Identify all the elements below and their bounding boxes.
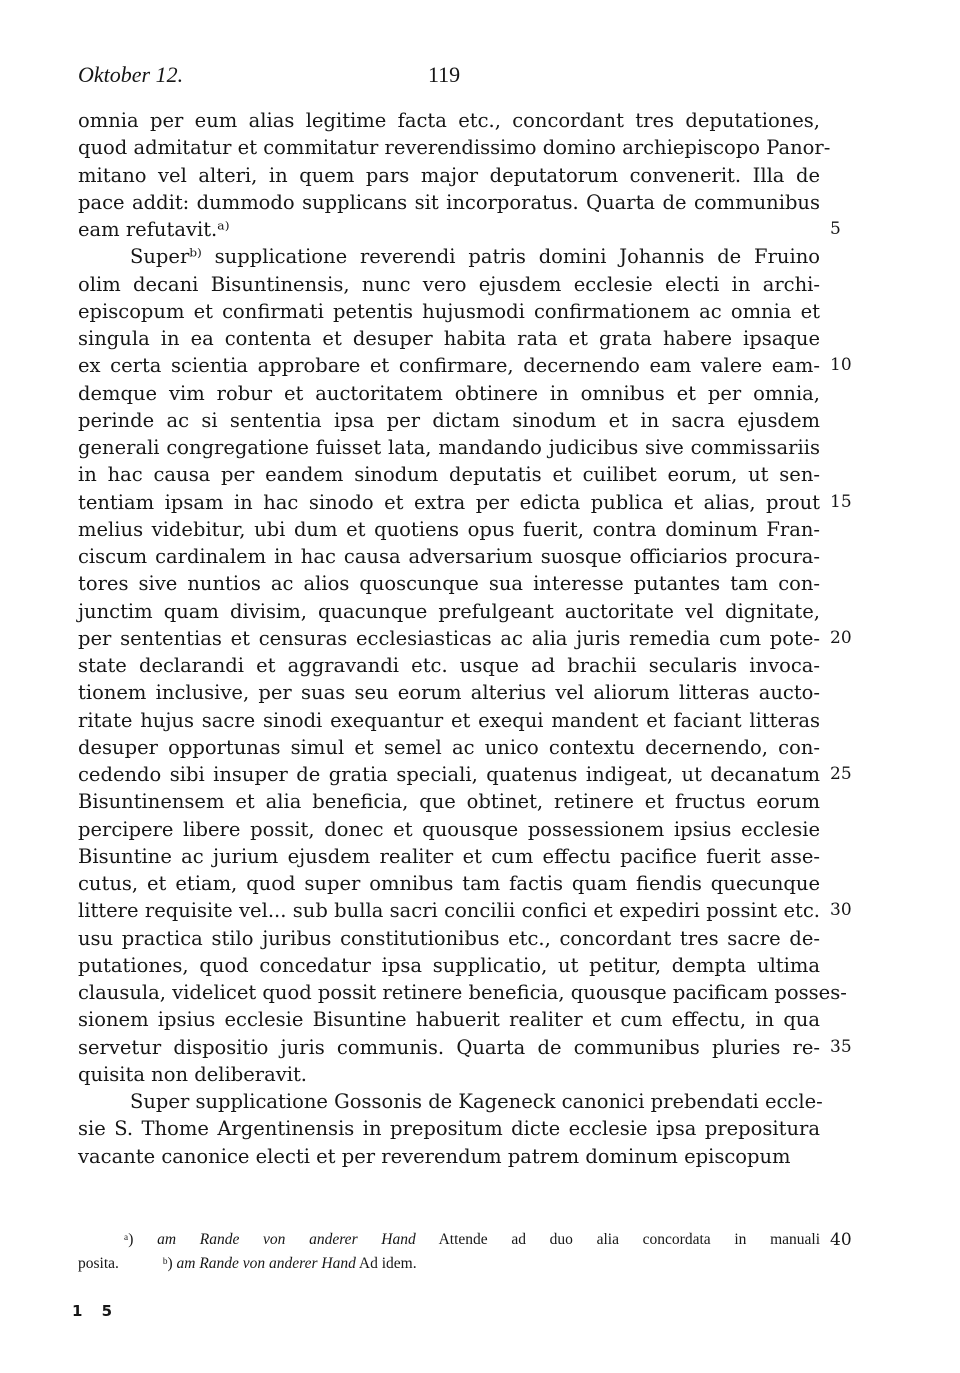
line-text: vacante canonice electi et per reverendum patrem dominum episcopum (78, 1144, 791, 1168)
line-text: olim decani Bisuntinensis, nunc vero ejusdem ecclesie electi in archi- (78, 272, 820, 296)
running-head (78, 62, 818, 92)
line-text: tores sive nuntios ac alios quoscunque sua interesse putantes tam con- (78, 572, 820, 596)
line-text: episcopum et confirmati petentis hujusmodi confirmationem ac omnia et (78, 299, 820, 323)
footnotes (78, 1228, 852, 1276)
line-text: ritate hujus sacre sinodi exequantur et exequi mandent et faciant litteras (78, 708, 820, 732)
line-text: desuper opportunas simul et semel ac unico contextu decernendo, con- (78, 735, 820, 759)
text-line (78, 489, 852, 516)
text-line (78, 243, 820, 270)
footnote-a-continuation (78, 1252, 820, 1276)
text-line (78, 652, 820, 679)
line-text: state declarandi et aggravandi etc. usque ad brachii secularis invoca- (78, 654, 820, 677)
text-line (78, 570, 820, 597)
line-text: Superᵇ⁾ supplicatione reverendi patris domini Johannis de Fruino (130, 245, 820, 269)
line-number: 15 (830, 491, 852, 512)
line-number: 20 (830, 627, 852, 648)
text-line (78, 189, 820, 216)
line-number: 30 (830, 900, 852, 921)
line-number: 10 (830, 355, 852, 376)
text-line (78, 352, 852, 379)
text-line (78, 679, 820, 706)
text-line (78, 1088, 823, 1115)
text-line (78, 107, 820, 134)
text-line (78, 707, 820, 734)
footnote-a (78, 1228, 852, 1252)
text-line (78, 761, 852, 788)
line-text: tionem inclusive, per suas seu eorum alterius vel aliorum litteras aucto- (78, 681, 820, 705)
text-line (78, 134, 831, 161)
sheet-signature: 1 5 (72, 1302, 120, 1320)
text-line (78, 1115, 820, 1142)
text-line (78, 816, 820, 843)
footnote-a-cont-text: posita. (78, 1255, 119, 1272)
line-number: 25 (830, 764, 852, 784)
text-line (78, 625, 852, 652)
footnote-b-text: Ad idem. (358, 1255, 417, 1272)
footnote-a-text: Attende ad duo alia concordata in manuali (438, 1231, 820, 1248)
text-line (78, 407, 820, 434)
text-line (78, 516, 820, 543)
text-line (78, 216, 841, 243)
line-text: tentiam ipsam in hac sinodo et extra per edicta publica et alias, prout (78, 490, 820, 514)
line-text: pace addit: dummodo supplicans sit incorporatus. Quarta de communibus (78, 190, 820, 214)
line-text: servetur dispositio juris communis. Quarta de communibus pluries re- (78, 1035, 820, 1059)
line-text: quisita non deliberavit. (78, 1062, 307, 1086)
line-text: junctim quam divisim, quacunque prefulgeant auctoritate vel dignitate, (78, 599, 820, 623)
text-line (78, 380, 820, 407)
line-text: ex certa scientia approbare et confirmare, decernendo eam valere eam- (78, 354, 820, 378)
footnote-a-mark: ᵃ) (124, 1231, 134, 1248)
text-line (78, 162, 820, 189)
line-number: 5 (830, 219, 841, 239)
line-text: eam refutavit.ᵃ⁾ (78, 218, 230, 241)
text-line (78, 952, 820, 979)
footnote-b-note: am Rande von anderer Hand (176, 1255, 356, 1272)
line-text: cedendo sibi insuper de gratia speciali, quatenus indigeat, ut decanatum (78, 763, 820, 786)
line-text: sionem ipsius ecclesie Bisuntine habuerit realiter et cum effectu, in qua (78, 1008, 820, 1032)
line-text: singula in ea contenta et desuper habita rata et grata habere ipsaque (78, 327, 820, 350)
text-line (78, 598, 820, 625)
page-number: 119 (428, 62, 461, 87)
footnote-b-mark: ᵇ) (162, 1255, 173, 1272)
line-text: usu practica stilo juribus constitutionibus etc., concordant tres sacre de- (78, 926, 820, 950)
line-number: 35 (830, 1036, 852, 1057)
footnote-a-note: am Rande von anderer Hand (157, 1231, 416, 1248)
line-text: ciscum cardinalem in hac causa adversarium suosque officiarios procura- (78, 545, 820, 568)
text-line (78, 271, 820, 298)
line-number: 40 (830, 1230, 852, 1250)
line-text: cutus, et etiam, quod super omnibus tam factis quam fiendis quecunque (78, 872, 820, 895)
line-text: Bisuntinensem et alia beneficia, que obtinet, retinere et fructus eorum (78, 790, 820, 814)
text-line (78, 979, 847, 1006)
line-text: percipere libere possit, donec et quousque possessionem ipsius ecclesie (78, 817, 820, 841)
line-text: putationes, quod concedatur ipsa supplicatio, ut petitur, dempta ultima (78, 953, 820, 977)
text-line (78, 1006, 820, 1033)
line-text: per sententias et censuras ecclesiasticas ac alia juris remedia cum pote- (78, 626, 820, 650)
text-line (78, 897, 852, 924)
text-line (78, 298, 820, 325)
running-head-date: Oktober 12. (78, 62, 184, 87)
line-text: melius videbitur, ubi dum et quotiens opus fuerit, contra dominum Fran- (78, 517, 820, 541)
text-line (78, 734, 820, 761)
main-text (78, 107, 852, 1170)
line-text: generali congregatione fuisset lata, mandando judicibus sive commissariis (78, 436, 820, 459)
line-text: Super supplicatione Gossonis de Kageneck canonici prebendati eccle- (130, 1090, 823, 1113)
text-line (78, 1034, 852, 1061)
text-line (78, 461, 820, 488)
text-line (78, 1143, 820, 1170)
text-line (78, 543, 820, 570)
text-line (78, 1061, 820, 1088)
line-text: clausula, videlicet quod possit retinere beneficia, quousque pacificam posses- (78, 981, 847, 1004)
text-line (78, 870, 820, 897)
line-text: omnia per eum alias legitime facta etc., concordant tres deputationes, (78, 109, 820, 132)
text-line (78, 788, 820, 815)
line-text: perinde ac si sententia ipsa per dictam sinodum et in sacra ejusdem (78, 408, 820, 432)
text-line (78, 925, 820, 952)
line-text: sie S. Thome Argentinensis in prepositum dicte ecclesie ipsa prepositura (78, 1117, 820, 1141)
text-line (78, 843, 820, 870)
text-line (78, 325, 820, 352)
line-text: mitano vel alteri, in quem pars major deputatorum convenerit. Illa de (78, 163, 820, 187)
line-text: demque vim robur et auctoritatem obtinere in omnibus et per omnia, (78, 381, 820, 405)
line-text: littere requisite vel... sub bulla sacri concilii confici et expediri possint etc. (78, 899, 820, 923)
line-text: in hac causa per eandem sinodum deputatis et cuilibet eorum, ut sen- (78, 463, 820, 487)
line-text: Bisuntine ac jurium ejusdem realiter et cum effectu pacifice fuerit asse- (78, 844, 820, 868)
line-text: quod admitatur et commitatur reverendissimo domino archiepiscopo Panor- (78, 136, 831, 160)
text-line (78, 434, 820, 461)
